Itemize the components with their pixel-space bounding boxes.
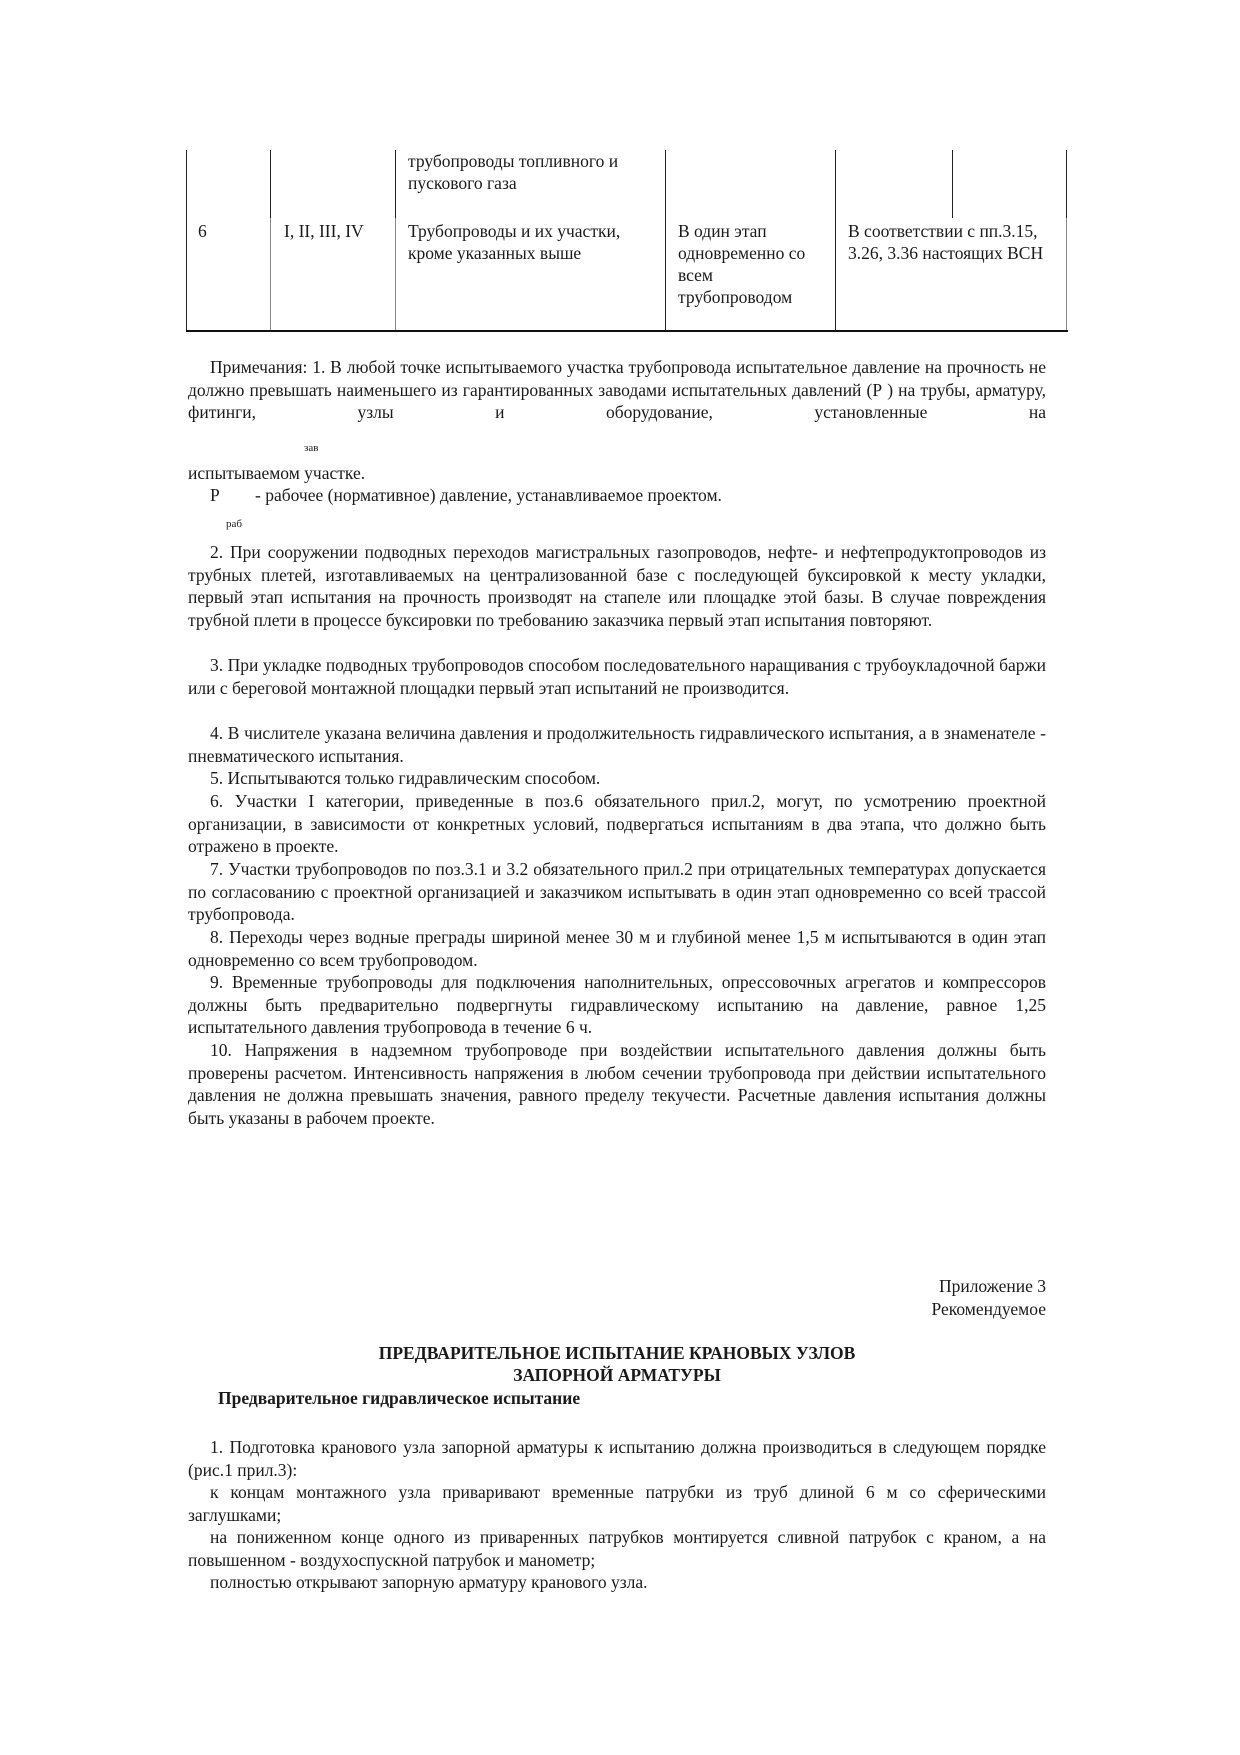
note-5: 5. Испытываются только гидравлическим способом. [210,768,601,788]
note-10: 10. Напряжения в надземном трубопроводе при воздействии испытательного давления должны быть проверены расчетом. Интенсивность напряжения в любом сечении трубопровода при действии испытательного давления не должна превышать значения, равного пределу текучести. Расчетные давления испытания должны быть указаны в рабочем проекте. [188,1040,1046,1128]
table-border-right [1066,218,1067,330]
note-3: 3. При укладке подводных трубопроводов способом последовательного наращивания с трубоукладочной баржи или с береговой монтажной площадки первый этап испытаний не производится. [188,655,1046,698]
appendix-paragraph-4: полностью открывают запорную арматуру кранового узла. [210,1572,648,1592]
appendix-paragraph-3: на пониженном конце одного из приваренных патрубков монтируется сливной патрубок с краном, а на повышенном - воздухоспускной патрубок и манометр; [188,1527,1046,1570]
note-1-subscript-zav: зав [304,442,319,454]
note-9: 9. Временные трубопроводы для подключения наполнительных, опрессовочных агрегатов и компрессоров должны быть предварительно подвергнуты гидравлическому испытанию на давление, равное 1,25 испытательного давления трубопровода в течение 6 ч. [188,972,1046,1038]
table-cell-number: 6 [198,221,207,241]
test-stages-table [186,150,1068,332]
table-cell-categories: I, II, III, IV [284,221,364,241]
table-cell-description-continued: трубопроводы топливного и пускового газа [408,151,619,193]
note-1: Примечания: 1. В любой точке испытываемого участка трубопровода испытательное давление на прочность не должно превышать наименьшего из гарантированных заводами испытательных давлений (Р ) на трубы, арматуру, фитинги, узлы и оборудование, установленные на [188,357,1046,423]
table-cell-description: Трубопроводы и их участки, кроме указанных выше [408,221,621,263]
note-4: 4. В числителе указана величина давления и продолжительность гидравлического испытания, а в знаменателе - пневматического испытания. [188,723,1046,766]
table-divider [395,150,396,218]
appendix-label: Приложение 3 [938,1276,1046,1296]
appendix-title-line-1: ПРЕДВАРИТЕЛЬНОЕ ИСПЫТАНИЕ КРАНОВЫХ УЗЛОВ [378,1343,856,1363]
table-divider [395,218,396,330]
appendix-subtitle: Предварительное гидравлическое испытание [218,1388,581,1408]
appendix-title-line-2: ЗАПОРНОЙ АРМАТУРЫ [513,1365,721,1385]
note-2: 2. При сооружении подводных переходов магистральных газопроводов, нефте- и нефтепродуктопроводов из трубных плетей, изготавливаемых на централизованной базе с последующей буксировкой к месту укладки, первый этап испытания на прочность производят на стапеле или площадке этой базы. В случае повреждения трубной плети в процессе буксировки по требованию заказчика первый этап испытания повторяют. [188,542,1046,630]
appendix-status: Рекомендуемое [931,1299,1046,1319]
table-divider [270,150,271,218]
table-border-bottom [186,330,1068,332]
table-divider [665,150,666,330]
p-rab-symbol: Р [210,485,220,505]
p-rab-subscript: раб [226,518,242,530]
note-8: 8. Переходы через водные преграды шириной менее 30 м и глубиной менее 1,5 м испытываются в один этап одновременно со всем трубопроводом. [188,927,1046,970]
table-divider [270,218,271,330]
table-border-right [1066,150,1067,218]
appendix-paragraph-1: 1. Подготовка кранового узла запорной арматуры к испытанию должна производиться в следующем порядке (рис.1 прил.3): [188,1437,1046,1480]
table-cell-stages: В один этап одновременно со всем трубопроводом [678,221,806,307]
note-7: 7. Участки трубопроводов по поз.3.1 и 3.2 обязательного прил.2 при отрицательных температурах допускается по согласованию с проектной организацией и заказчиком испытывать в один этап одновременно со всей трассой трубопровода. [188,859,1046,925]
table-cell-reference: В соответствии с пп.3.15, 3.26, 3.36 настоящих ВСН [848,221,1044,263]
table-divider-partial [952,150,953,218]
table-divider [835,150,836,330]
note-1-continuation: испытываемом участке. [188,463,366,483]
p-rab-definition: - рабочее (нормативное) давление, устанавливаемое проектом. [255,485,722,505]
table-border-left [186,150,187,330]
appendix-paragraph-2: к концам монтажного узла приваривают временные патрубки из труб длиной 6 м со сферическими заглушками; [188,1482,1046,1525]
note-6: 6. Участки I категории, приведенные в поз.6 обязательного прил.2, могут, по усмотрению проектной организации, в зависимости от конкретных условий, подвергаться испытаниям в два этапа, что должно быть отражено в проекте. [188,791,1046,857]
